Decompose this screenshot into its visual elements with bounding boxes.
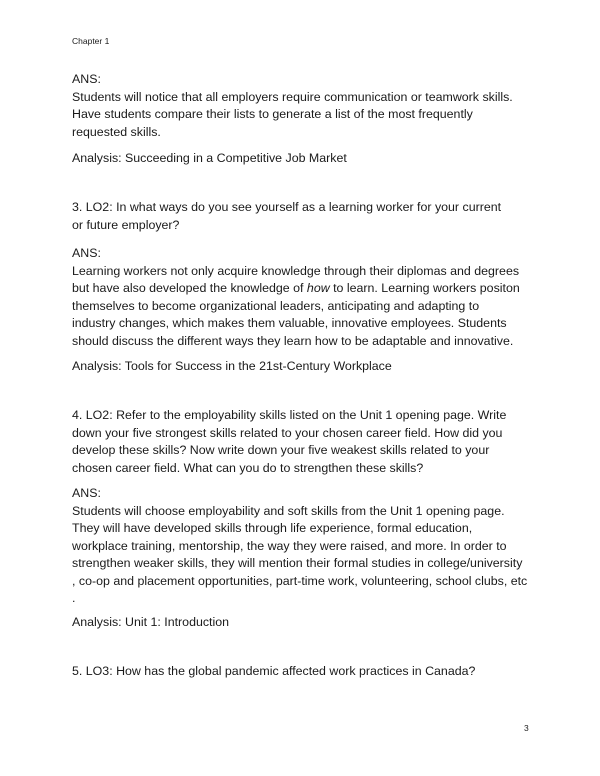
answer-line: industry changes, which makes them valuable, innovative employees. Students bbox=[72, 316, 507, 330]
answer-block-q3 bbox=[72, 245, 542, 350]
chapter-header: Chapter 1 bbox=[72, 36, 110, 46]
analysis-block-q3 bbox=[72, 358, 542, 376]
question-line: 5. LO3: How has the global pandemic affected work practices in Canada? bbox=[72, 664, 476, 678]
answer-line: . bbox=[72, 591, 76, 605]
question-4 bbox=[72, 407, 542, 477]
answer-line: themselves to become organizational leaders, anticipating and adapting to bbox=[72, 298, 480, 313]
analysis-line: Analysis: Tools for Success in the 21st-Century Workplace bbox=[72, 359, 392, 373]
answer-block-q2 bbox=[72, 71, 542, 141]
answer-line: Students will notice that all employers require communication or teamwork skills. bbox=[72, 89, 513, 104]
question-line: chosen career field. What can you do to strengthen these skills? bbox=[72, 460, 424, 475]
analysis-block-q4 bbox=[72, 614, 542, 632]
ans-label: ANS: bbox=[72, 72, 101, 86]
answer-line: Have students compare their lists to generate a list of the most frequently bbox=[72, 107, 473, 121]
analysis-line: Analysis: Unit 1: Introduction bbox=[72, 615, 230, 629]
analysis-block-q2 bbox=[72, 150, 542, 168]
answer-line: , co-op and placement opportunities, part-time work, volunteering, school clubs, etc bbox=[72, 573, 528, 588]
emphasis-word: how bbox=[306, 281, 330, 295]
answer-line: Learning workers not only acquire knowledge through their diplomas and degrees bbox=[72, 263, 520, 278]
question-line: 3. LO2: In what ways do you see yourself as a learning worker for your current bbox=[72, 200, 502, 214]
question-line: or future employer? bbox=[72, 217, 180, 232]
question-line: develop these skills? Now write down your five weakest skills related to your bbox=[72, 443, 490, 457]
question-5 bbox=[72, 663, 542, 681]
ans-label: ANS: bbox=[72, 486, 101, 500]
question-3 bbox=[72, 199, 542, 234]
answer-line: should discuss the different ways they learn how to be adaptable and innovative. bbox=[72, 333, 514, 348]
answer-line: They will have developed skills through life experience, formal education, bbox=[72, 521, 473, 535]
answer-block-q4 bbox=[72, 485, 542, 608]
ans-label: ANS: bbox=[72, 246, 101, 260]
question-line: 4. LO2: Refer to the employability skills listed on the Unit 1 opening page. Write bbox=[72, 408, 507, 422]
question-line: down your five strongest skills related to your chosen career field. How did you bbox=[72, 425, 503, 440]
answer-line: workplace training, mentorship, the way they were raised, and more. In order to bbox=[72, 538, 507, 553]
answer-line: Students will choose employability and soft skills from the Unit 1 opening page. bbox=[72, 503, 505, 518]
answer-line: requested skills. bbox=[72, 124, 161, 139]
answer-text: but have also developed the knowledge of bbox=[72, 281, 307, 295]
answer-line: strengthen weaker skills, they will mention their formal studies in college/university bbox=[72, 556, 523, 570]
answer-text: to learn. Learning workers positon bbox=[329, 281, 520, 295]
answer-line-emphasis bbox=[72, 280, 542, 298]
page-number: 3 bbox=[524, 723, 529, 733]
analysis-line: Analysis: Succeeding in a Competitive Job Market bbox=[72, 151, 347, 165]
